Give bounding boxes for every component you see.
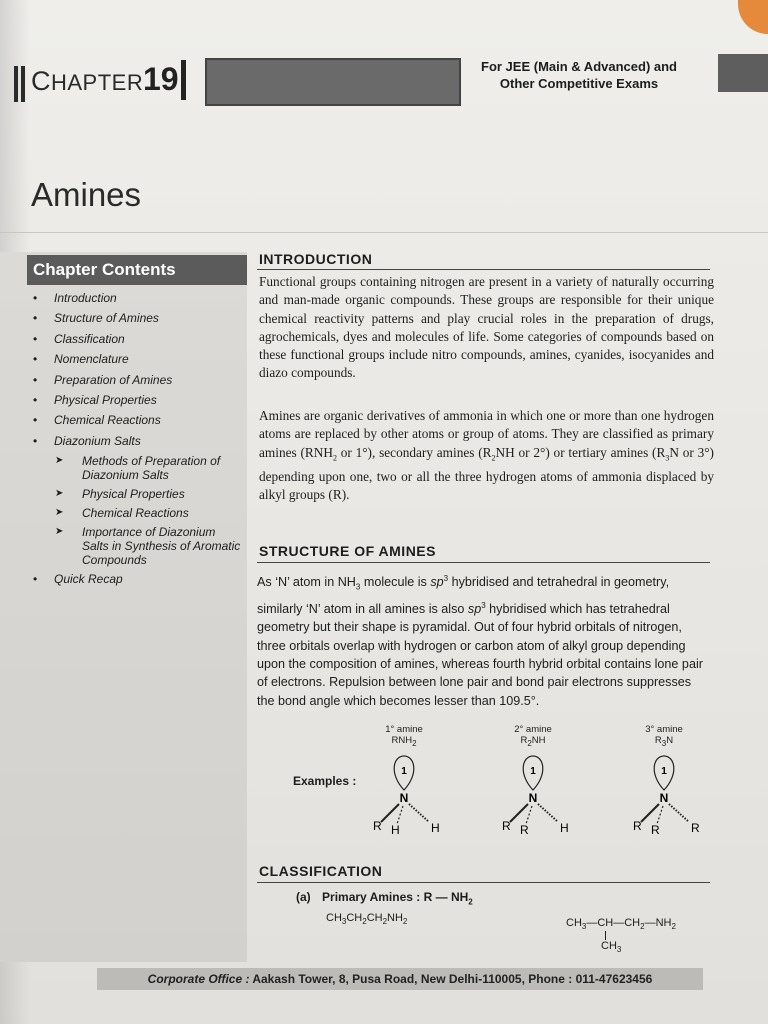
footer-label: Corporate Office : <box>147 972 250 986</box>
item-a-marker: (a) <box>296 890 311 904</box>
contents-item[interactable]: • Chemical Reactions <box>30 413 242 427</box>
nitrogen-atom: N <box>659 791 669 805</box>
contents-item[interactable]: • Structure of Amines <box>30 311 242 325</box>
header-grey-bar <box>205 58 461 106</box>
exam-target <box>466 58 692 92</box>
contents-subitem[interactable]: ➤ Chemical Reactions <box>30 506 242 520</box>
nitrogen-atom: N <box>399 791 409 805</box>
amine-name: 1° amine <box>385 724 423 735</box>
contents-item[interactable]: • Physical Properties <box>30 393 242 407</box>
contents-subitem[interactable]: ➤ Importance of Diazonium Salts in Synthesis of Aromatic Compounds <box>30 525 242 567</box>
thumb-corner <box>738 0 768 34</box>
substituent-left: R <box>502 819 511 833</box>
header-right-bar <box>718 54 768 92</box>
amine-molecule <box>619 752 709 842</box>
introduction-rule <box>257 269 710 270</box>
chapter-contents-heading: Chapter Contents <box>27 255 247 285</box>
substituent-right: H <box>560 821 569 835</box>
title-rule <box>0 232 768 233</box>
substituent-right: R <box>691 821 700 835</box>
footer-text: Aakash Tower, 8, Pusa Road, New Delhi-110005, Phone : 011-47623456 <box>252 972 653 986</box>
contents-item[interactable]: • Classification <box>30 332 242 346</box>
bond-left <box>381 804 399 822</box>
amine-label <box>374 724 434 749</box>
contents-item[interactable]: • Quick Recap <box>30 572 242 586</box>
example-isobutylamine: $CH_3—CH—CH_2—NH_2$ <box>566 917 676 932</box>
bond-mid <box>526 806 532 824</box>
substituent-left: R <box>373 819 382 833</box>
bond-left <box>510 804 528 822</box>
substituent-mid: R <box>520 823 529 837</box>
substituent-left: R <box>633 819 642 833</box>
bond-left <box>641 804 659 822</box>
substituent-mid: R <box>651 823 660 837</box>
chapter-word: CHAPTER <box>31 66 144 96</box>
bond-right <box>669 804 689 822</box>
footer-bar <box>97 968 703 990</box>
classification-rule <box>257 882 710 883</box>
amine-molecule <box>359 752 449 842</box>
contents-item[interactable]: • Diazonium Salts <box>30 434 242 448</box>
contents-item[interactable]: • Introduction <box>30 291 242 305</box>
substituent-mid: H <box>391 823 400 837</box>
introduction-heading: INTRODUCTION <box>259 251 373 267</box>
bond-mid <box>397 806 403 824</box>
amine-formula: $R_2NH$ <box>520 735 546 748</box>
amine-formula: $R_3N$ <box>654 735 674 748</box>
bond-right <box>409 804 429 822</box>
examples-label: Examples : <box>293 774 357 788</box>
contents-item[interactable]: • Nomenclature <box>30 352 242 366</box>
chapter-bars <box>14 66 28 107</box>
structure-rule <box>257 562 710 563</box>
lone-pair-mark: 1 <box>401 766 407 777</box>
lone-pair-mark: 1 <box>530 766 536 777</box>
structure-heading: STRUCTURE OF AMINES <box>259 543 436 559</box>
amine-name: 3° amine <box>645 724 683 735</box>
classification-heading: CLASSIFICATION <box>259 863 383 879</box>
nitrogen-atom: N <box>528 791 538 805</box>
structure-para: As ‘N’ atom in $NH_3$ molecule is $sp^3$ hybridised and tetrahedral in geometry, similarly ‘N’ atom in all amines is also $sp^3$ hybridised which has tetrahedral geometry but their shape is pyramidal. Out of four hybrid orbitals of nitrogen, three orbitals overlap with hydrogen or carbon atom of alkyl group depending upon the composition of amines, whereas fourth hybrid orbital contains lone pair of electrons. Repulsion between lone pair and bond pair electrons suppresses the bond angle which becomes lesser than 109.5°. <box>257 574 703 708</box>
chapter-number: 19 <box>143 61 179 97</box>
amine-name: 2° amine <box>514 724 552 735</box>
item-a-sub: 2 <box>468 897 473 907</box>
chapter-end-bar <box>181 60 186 100</box>
introduction-para-2: Amines are organic derivatives of ammonia in which one or more than one hydrogen atoms are replaced by other atoms or group of atoms. They are classified as primary amines ($RNH_2$ or 1°), secondary amines ($R_2NH$ or 2°) or tertiary amines ($R_3N$ or 3°) depending upon one, two or all the three hydrogen atoms of ammonia displaced by alkyl groups (R). <box>259 408 714 502</box>
contents-item[interactable]: • Preparation of Amines <box>30 373 242 387</box>
bond-right <box>538 804 558 822</box>
lone-pair-mark: 1 <box>661 766 667 777</box>
substituent-right: H <box>431 821 440 835</box>
chapter-label <box>31 66 143 97</box>
introduction-para-1: Functional groups containing nitrogen are present in a variety of naturally occurring and man-made organic compounds. These groups are responsible for their unique chemical reactivity patterns and play crucial roles in the preparation of drugs, agrochemicals, dyes and molecules of life. Some categories of compounds based on these functional groups include nitro compounds, amines, cyanides, isocyanides and diazo compounds. <box>259 274 714 381</box>
classification-item-a <box>296 890 473 906</box>
contents-subitem[interactable]: ➤ Methods of Preparation of Diazonium Salts <box>30 454 242 482</box>
amine-molecule <box>488 752 578 842</box>
bond-mid <box>657 806 663 824</box>
contents-subitem[interactable]: ➤ Physical Properties <box>30 487 242 501</box>
amine-label <box>634 724 694 749</box>
exam-line-1: For JEE (Main & Advanced) and <box>481 59 677 74</box>
chapter-contents-list <box>30 291 242 593</box>
branch-bond <box>605 931 606 940</box>
item-a-text: Primary Amines : R — NH <box>322 890 469 904</box>
amine-label <box>503 724 563 749</box>
example-branch: $CH_3$ <box>601 940 622 955</box>
amine-formula: $RNH_2$ <box>391 735 417 748</box>
example-propylamine: $CH_3CH_2CH_2NH_2$ <box>326 912 408 927</box>
page-title: Amines <box>31 176 142 213</box>
exam-line-2: Other Competitive Exams <box>499 76 659 91</box>
